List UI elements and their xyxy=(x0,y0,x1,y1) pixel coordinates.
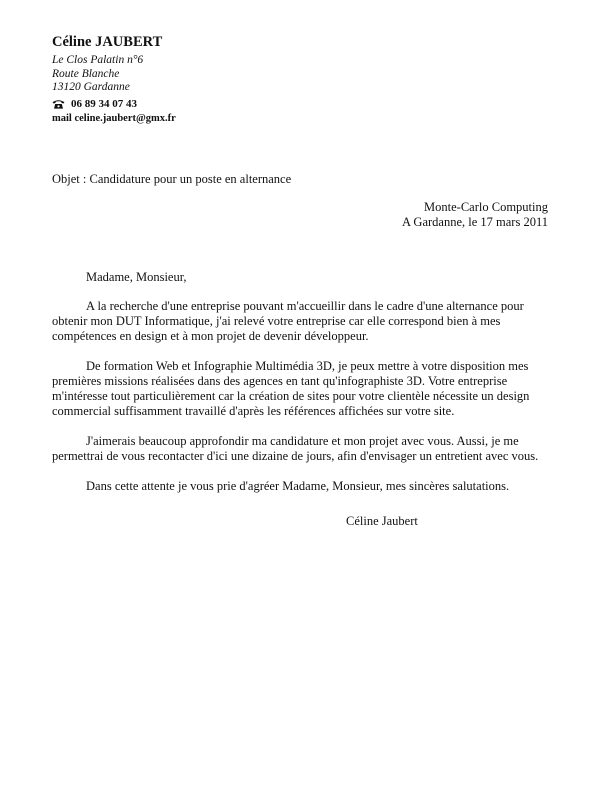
place-date: A Gardanne, le 17 mars 2011 xyxy=(401,214,548,229)
sender-address-line-3: 13120 Gardanne xyxy=(52,81,130,93)
salutation: Madame, Monsieur, xyxy=(86,270,187,284)
subject-line: Objet : Candidature pour un poste en alternance xyxy=(52,172,292,186)
sender-phone-row xyxy=(52,97,176,111)
recipient-company: Monte-Carlo Computing xyxy=(424,200,548,214)
body-paragraph: A la recherche d'une entreprise pouvant m'accueillir dans le cadre d'une alternance pour obtenir mon DUT Informatique, j'ai relevé votre entreprise car elle correspond bien à mes compétences en design et à mon projet de devenir développeur. xyxy=(52,299,524,343)
signature: Céline Jaubert xyxy=(346,514,418,528)
letter-body xyxy=(52,299,552,509)
telephone-icon xyxy=(52,99,65,109)
sender-name: Céline JAUBERT xyxy=(52,34,163,50)
recipient-block xyxy=(402,200,548,229)
sender-address-line-1: Le Clos Palatin n°6 xyxy=(52,54,144,66)
body-paragraph: De formation Web et Infographie Multimédia 3D, je peux mettre à votre disposition mes premières missions réalisées dans des agences en tant qu'infographiste 3D. Votre entreprise m'intéresse tout particulièrement car la création de sites pour votre clientèle nécessite un design commercial suffisamment travaillé d'après les références affichées sur votre site. xyxy=(52,359,530,418)
sender-phone: 06 89 34 07 43 xyxy=(71,97,137,110)
sender-mail: mail celine.jaubert@gmx.fr xyxy=(52,112,176,124)
body-paragraph: J'aimerais beaucoup approfondir ma candidature et mon projet avec vous. Aussi, je me permettrai de vous recontacter d'ici une dizaine de jours, afin d'envisager un entretient avec vous. xyxy=(52,434,539,463)
sender-block xyxy=(52,34,176,125)
sender-address-line-2: Route Blanche xyxy=(52,67,120,80)
closing-paragraph: Dans cette attente je vous prie d'agréer Madame, Monsieur, mes sincères salutations. xyxy=(86,479,510,493)
